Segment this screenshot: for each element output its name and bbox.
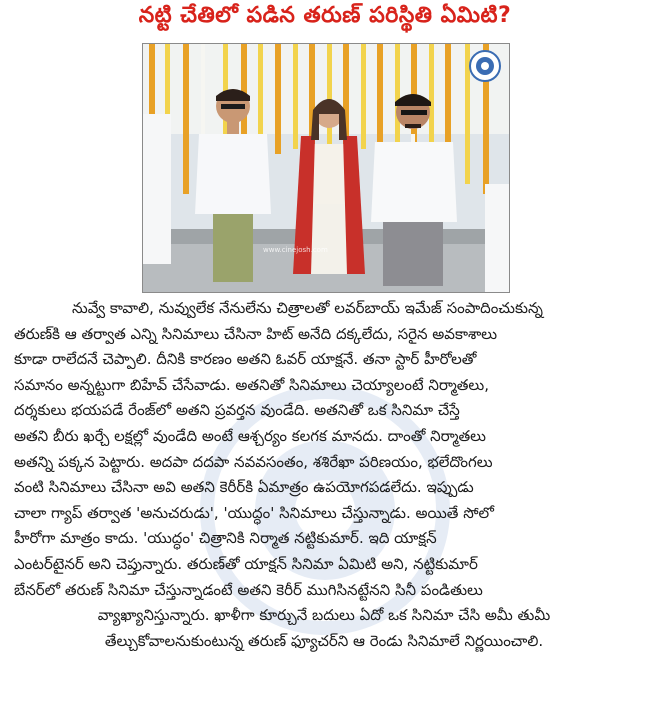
article-line: వ్యాఖ్యానిస్తున్నారు. ఖాళీగా కూర్చునే బదులు ఏదో ఒక సినిమా చేసి అమీ తుమీ [97, 606, 551, 625]
cinejosh-logo-icon [470, 51, 500, 81]
article-line: తేల్చుకోవాలనుకుంటున్న తరుణ్ ఫ్యూచర్‌ని ఆ రెండు సినిమాలే నిర్ణయించాలి. [104, 631, 544, 650]
article-line: హీరోగా మాత్రం కాదు. 'యుద్ధం' చిత్రానికి నిర్మాత నట్టికుమార్. ఇది యాక్షన్ [14, 529, 437, 548]
article-line: తరుణ్‌కి ఆ తర్వాత ఎన్ని సినిమాలు చేసినా హిట్ అనేది దక్కలేదు, సరైన అవకాశాలు [14, 324, 498, 343]
article-line: నువ్వే కావాలి, నువ్వులేక నేనులేను చిత్రాలతో లవర్‌బాయ్ ఇమేజ్ సంపాదించుకున్న [72, 299, 543, 317]
article-line: అతన్ని పక్కన పెట్టారు. అదపా దదపా నవవసంతం, శశిరేఖా పరిణయం, భలేదొంగలు [14, 452, 493, 471]
article-line: సమానం అన్నట్టుగా బిహేవ్ చేసేవాడు. అతనితో సినిమాలు చెయ్యాలంటే నిర్మాతలు, [14, 375, 489, 394]
article-line: బేనర్‌లో తరుణ్ సినిమా చేస్తున్నాడంటే అతని కెరీర్ ముగిసినట్టేనని సినీ పండితులు [14, 580, 483, 599]
article-line: వంటి సినిమాలు చేసినా అవి అతని కెరీర్‌కి ఏమాత్రం ఉపయోగపడలేదు. ఇప్పుడు [14, 478, 474, 497]
article-headline: నట్టి చేతిలో పడిన తరుణ్ పరిస్థితి ఏమిటి? [138, 3, 512, 28]
article-line: కూడా రాలేదనే చెప్పాలి. దీనికి కారణం అతని ఓవర్ యాక్షనే. తనా స్టార్ హీరోలతో [14, 350, 477, 369]
article-line: అతని బీరు ఖర్చే లక్షల్లో వుండేది అంటే ఆశ్చర్యం కలగక మానదు. దాంతో నిర్మాతలు [14, 426, 487, 445]
event-photo-illustration [143, 44, 509, 292]
photo-watermark-text: www.cinejosh.com [263, 246, 328, 254]
article-line: ఎంటర్‌టైనర్ అని చెప్తున్నారు. తరుణ్‌తో యాక్షన్ సినిమా ఏమిటి అని, నట్టికుమార్ [14, 554, 478, 573]
article-photo [142, 43, 510, 293]
article-line: చాలా గ్యాప్ తర్వాత 'అనుచరుడు', 'యుద్ధం' సినిమాలు చేస్తున్నాడు. అయితే సోలో [14, 503, 494, 522]
headline-bar [0, 0, 650, 36]
article-body [14, 296, 634, 654]
article-line: దర్శకులు భయపడే రేంజ్‌లో అతని ప్రవర్తన వుండేది. అతనితో ఒక సినిమా చేస్తే [14, 401, 460, 420]
